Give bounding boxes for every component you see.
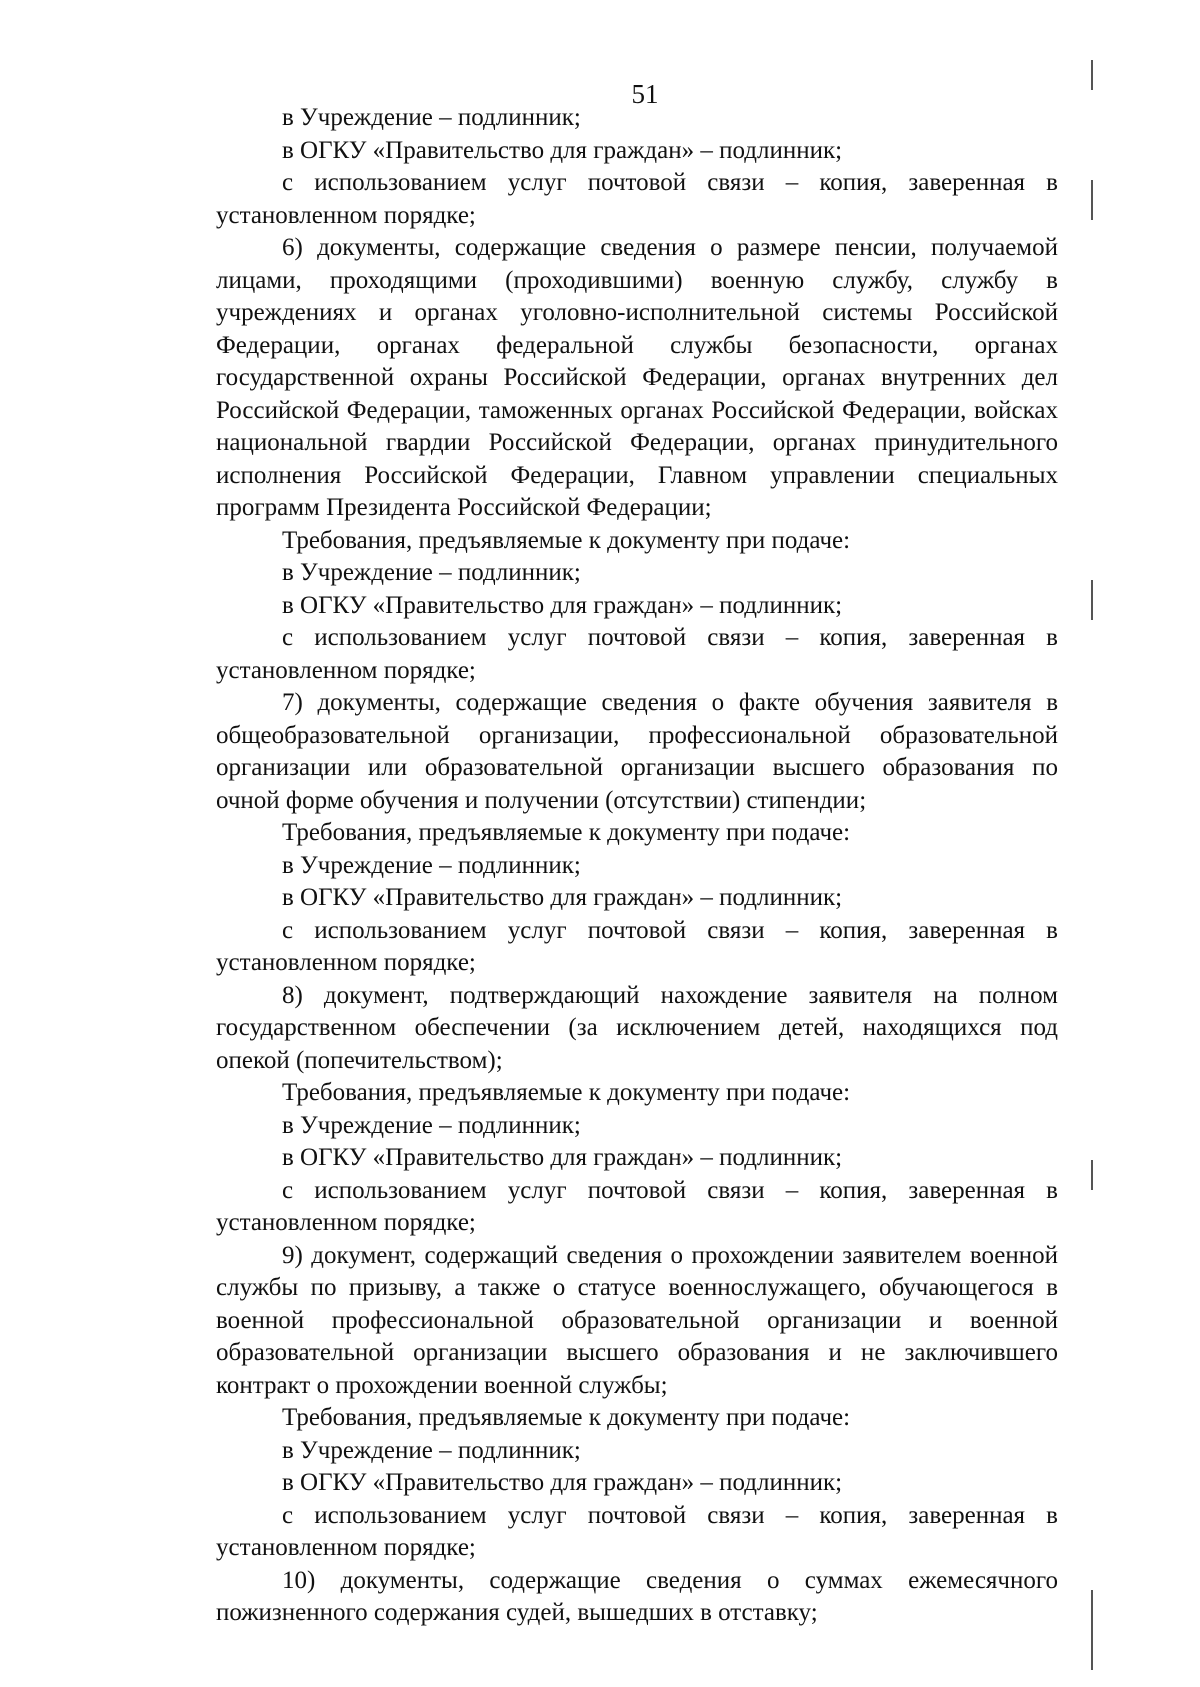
paragraph: в Учреждение – подлинник;: [282, 851, 581, 879]
scan-edge-mark: [1091, 180, 1093, 220]
paragraph: 7) документы, содержащие сведения о факте обучения заявителя в общеобразовательной организации, профессиональной образовательной организации или образовательной организации высшего образования по очной форме обучения и получении (отсутствии) стипендии;: [216, 689, 1058, 814]
paragraph: в ОГКУ «Правительство для граждан» – подлинник;: [282, 591, 843, 619]
paragraph: 8) документ, подтверждающий нахождение заявителя на полном государственном обеспечении (за исключением детей, находящихся под опекой (попечительством);: [216, 981, 1058, 1074]
paragraph: в Учреждение – подлинник;: [282, 1111, 581, 1139]
document-body: [216, 102, 1058, 1630]
paragraph: 10) документы, содержащие сведения о суммах ежемесячного пожизненного содержания судей, вышедших в отставку;: [216, 1566, 1058, 1626]
paragraph: в ОГКУ «Правительство для граждан» – подлинник;: [282, 1144, 843, 1171]
paragraph: 6) документы, содержащие сведения о размере пенсии, получаемой лицами, проходящими (проходившими) военную службу, службу в учреждениях и органах уголовно-исполнительной системы Российской Федерации, органах федеральной службы безопасности, органах государственной охраны Российской Федерации, органах внутренних дел Российской Федерации, таможенных органах Российской Федерации, войсках национальной гвардии Российской Федерации, органах принудительного исполнения Российской Федерации, Главном управлении специальных программ Президента Российской Федерации;: [216, 234, 1058, 521]
scan-edge-mark: [1091, 1160, 1093, 1190]
paragraph: Требования, предъявляемые к документу при подаче:: [282, 819, 851, 846]
paragraph: в Учреждение – подлинник;: [282, 104, 581, 131]
paragraph: с использованием услуг почтовой связи – копия, заверенная в установленном порядке;: [216, 916, 1058, 976]
paragraph: 9) документ, содержащий сведения о прохождении заявителем военной службы по призыву, а также о статусе военнослужащего, обучающегося в военной профессиональной образовательной организации и военной образовательной организации высшего образования и не заключившего контракт о прохождении военной службы;: [216, 1241, 1058, 1399]
paragraph: с использованием услуг почтовой связи – копия, заверенная в установленном порядке;: [216, 1501, 1058, 1561]
paragraph: в Учреждение – подлинник;: [282, 559, 581, 586]
scan-edge-mark: [1091, 580, 1093, 620]
paragraph: с использованием услуг почтовой связи – копия, заверенная в установленном порядке;: [216, 624, 1058, 684]
paragraph: Требования, предъявляемые к документу при подаче:: [282, 526, 851, 554]
paragraph: в ОГКУ «Правительство для граждан» – подлинник;: [282, 136, 843, 164]
paragraph: Требования, предъявляемые к документу при подаче:: [282, 1079, 851, 1106]
paragraph: в ОГКУ «Правительство для граждан» – подлинник;: [282, 1469, 843, 1496]
scan-edge-mark: [1091, 1590, 1093, 1670]
page-number: 51: [631, 79, 659, 109]
scan-edge-mark: [1091, 60, 1093, 90]
paragraph: Требования, предъявляемые к документу при подаче:: [282, 1404, 851, 1431]
paragraph: в ОГКУ «Правительство для граждан» – подлинник;: [282, 884, 843, 911]
paragraph: с использованием услуг почтовой связи – копия, заверенная в установленном порядке;: [216, 169, 1058, 229]
paragraph: в Учреждение – подлинник;: [282, 1436, 581, 1464]
paragraph: с использованием услуг почтовой связи – копия, заверенная в установленном порядке;: [216, 1176, 1058, 1236]
